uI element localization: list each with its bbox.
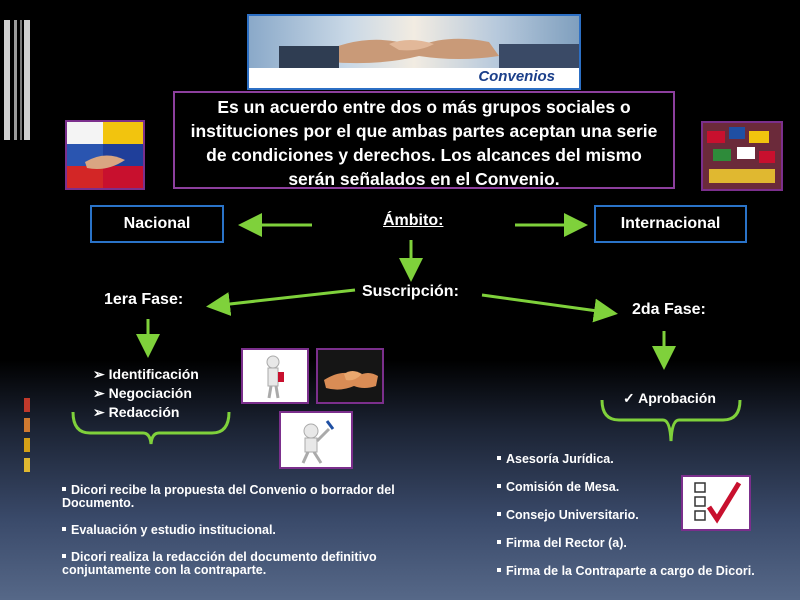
list-item: Evaluación y estudio institucional. (62, 524, 442, 537)
list-item: Dicori realiza la redacción del documento definitivo conjuntamente con la contraparte. (62, 550, 377, 577)
arrow-to-fase2 (482, 295, 612, 313)
arrow-bullet-icon: ➢ (93, 385, 109, 401)
fase2-label: 2da Fase: (632, 301, 706, 318)
left-bullets (62, 484, 442, 591)
arrow-bullet-icon: ➢ (93, 404, 109, 420)
figure-icon (243, 350, 307, 402)
fase2-list (623, 390, 716, 409)
ambito-label: Ámbito: (383, 212, 444, 229)
list-item: Firma de la Contraparte a cargo de Dicori. (497, 565, 797, 578)
square-bullet-icon (62, 487, 66, 491)
arrow-to-fase1 (212, 290, 355, 306)
list-item: ➢ Redacción (93, 404, 180, 420)
list-item: ➢ Identificación (93, 366, 199, 382)
suscripcion-label: Suscripción: (362, 283, 459, 300)
fase1-label: 1era Fase: (104, 291, 184, 308)
square-bullet-icon (497, 512, 501, 516)
square-bullet-icon (497, 568, 501, 572)
definition-text: Es un acuerdo entre dos o más grupos sociales o instituciones por el que ambas partes aceptan una serie de condiciones y derechos. Los alcances del mismo serán señalados en el Convenio. (190, 97, 658, 189)
arrow-bullet-icon: ➢ (93, 366, 109, 382)
right-bullets (497, 453, 797, 593)
square-bullet-icon (62, 554, 66, 558)
handshake-icon (318, 350, 382, 402)
list-item: ✓ Aprobación (623, 390, 716, 406)
list-item: ➢ Negociación (93, 385, 192, 401)
banner-title: Convenios (478, 68, 555, 85)
internacional-label: Internacional (620, 215, 721, 232)
square-bullet-icon (497, 540, 501, 544)
square-bullet-icon (62, 527, 66, 531)
list-item: Comisión de Mesa. (497, 481, 797, 494)
list-item: Firma del Rector (a). (497, 537, 797, 550)
figure-icon (281, 413, 351, 467)
figure-image-2 (279, 411, 353, 469)
square-bullet-icon (497, 484, 501, 488)
list-item: Dicori recibe la propuesta del Convenio o borrador del Documento. (62, 483, 395, 510)
square-bullet-icon (497, 456, 501, 460)
list-item: Asesoría Jurídica. (497, 453, 797, 466)
check-icon: ✓ (623, 390, 639, 406)
nacional-label: Nacional (123, 215, 191, 232)
list-item: Consejo Universitario. (497, 509, 797, 522)
handshake-image (316, 348, 384, 404)
fase1-list (93, 366, 199, 423)
figure-image-1 (241, 348, 309, 404)
